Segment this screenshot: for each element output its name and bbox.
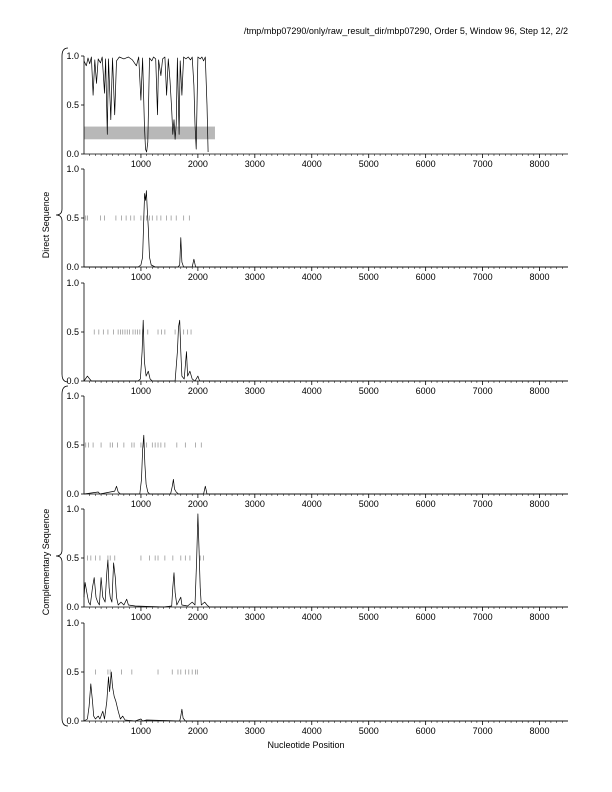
y-tick-label: 1.0: [66, 618, 79, 628]
x-tick-label: 7000: [472, 612, 493, 622]
series-line: [84, 191, 568, 267]
x-tick-label: 5000: [358, 272, 379, 282]
x-tick-label: 6000: [415, 612, 436, 622]
x-tick-label: 4000: [301, 386, 322, 396]
x-tick-label: 5000: [358, 499, 379, 509]
x-tick-label: 8000: [529, 272, 550, 282]
plot-panel: [66, 391, 568, 509]
x-tick-label: 2000: [187, 159, 208, 169]
x-tick-label: 8000: [529, 499, 550, 509]
x-tick-label: 8000: [529, 159, 550, 169]
x-tick-label: 5000: [358, 726, 379, 736]
y-tick-label: 0.0: [66, 602, 79, 612]
series-line: [84, 672, 568, 721]
x-tick-label: 6000: [415, 272, 436, 282]
x-tick-label: 3000: [244, 272, 265, 282]
x-tick-label: 7000: [472, 499, 493, 509]
x-tick-label: 4000: [301, 726, 322, 736]
page-header: /tmp/mbp07290/only/raw_result_dir/mbp07290, Order 5, Window 96, Step 12, 2/2: [243, 26, 568, 36]
x-tick-label: 1000: [130, 612, 151, 622]
y-tick-label: 1.0: [66, 51, 79, 61]
x-axis-label: Nucleotide Position: [267, 740, 345, 750]
x-tick-label: 7000: [472, 726, 493, 736]
x-tick-label: 3000: [244, 499, 265, 509]
x-tick-label: 5000: [358, 386, 379, 396]
x-tick-label: 1000: [130, 386, 151, 396]
x-tick-label: 1000: [130, 272, 151, 282]
y-tick-label: 0.0: [66, 262, 79, 272]
x-tick-label: 6000: [415, 386, 436, 396]
series-line: [84, 435, 568, 494]
plot-panel: [66, 504, 568, 622]
y-tick-label: 1.0: [66, 391, 79, 401]
y-tick-label: 0.5: [66, 440, 79, 450]
series-line: [84, 514, 568, 607]
x-tick-label: 2000: [187, 272, 208, 282]
x-tick-label: 1000: [130, 726, 151, 736]
x-tick-label: 6000: [415, 499, 436, 509]
y-tick-label: 1.0: [66, 504, 79, 514]
x-tick-label: 7000: [472, 386, 493, 396]
plot-panel: [66, 164, 568, 282]
x-tick-label: 8000: [529, 726, 550, 736]
x-tick-label: 4000: [301, 499, 322, 509]
group-label-direct: Direct Sequence: [41, 191, 51, 259]
x-tick-label: 3000: [244, 726, 265, 736]
y-tick-label: 0.5: [66, 553, 79, 563]
x-tick-label: 1000: [130, 499, 151, 509]
x-tick-label: 5000: [358, 159, 379, 169]
x-tick-label: 8000: [529, 386, 550, 396]
x-tick-label: 5000: [358, 612, 379, 622]
y-tick-label: 1.0: [66, 278, 79, 288]
x-tick-label: 4000: [301, 159, 322, 169]
y-tick-label: 0.0: [66, 376, 79, 386]
x-tick-label: 2000: [187, 726, 208, 736]
y-tick-label: 0.0: [66, 716, 79, 726]
x-tick-label: 3000: [244, 386, 265, 396]
x-tick-label: 2000: [187, 499, 208, 509]
y-tick-label: 0.0: [66, 149, 79, 159]
plot-panel: [66, 51, 568, 169]
y-tick-label: 1.0: [66, 164, 79, 174]
x-tick-label: 4000: [301, 272, 322, 282]
x-tick-label: 2000: [187, 386, 208, 396]
x-tick-label: 2000: [187, 612, 208, 622]
y-tick-label: 0.5: [66, 327, 79, 337]
x-tick-label: 3000: [244, 159, 265, 169]
y-tick-label: 0.5: [66, 667, 79, 677]
y-tick-label: 0.5: [66, 100, 79, 110]
group-label-complementary: Complementary Sequence: [41, 508, 51, 616]
series-line: [84, 320, 568, 381]
x-tick-label: 6000: [415, 726, 436, 736]
x-tick-label: 6000: [415, 159, 436, 169]
plot-panel: [66, 618, 568, 736]
x-tick-label: 7000: [472, 159, 493, 169]
x-tick-label: 3000: [244, 612, 265, 622]
x-tick-label: 4000: [301, 612, 322, 622]
x-tick-label: 7000: [472, 272, 493, 282]
y-tick-label: 0.0: [66, 489, 79, 499]
plot-panel: [66, 278, 568, 396]
x-tick-label: 8000: [529, 612, 550, 622]
x-tick-label: 1000: [130, 159, 151, 169]
y-tick-label: 0.5: [66, 213, 79, 223]
